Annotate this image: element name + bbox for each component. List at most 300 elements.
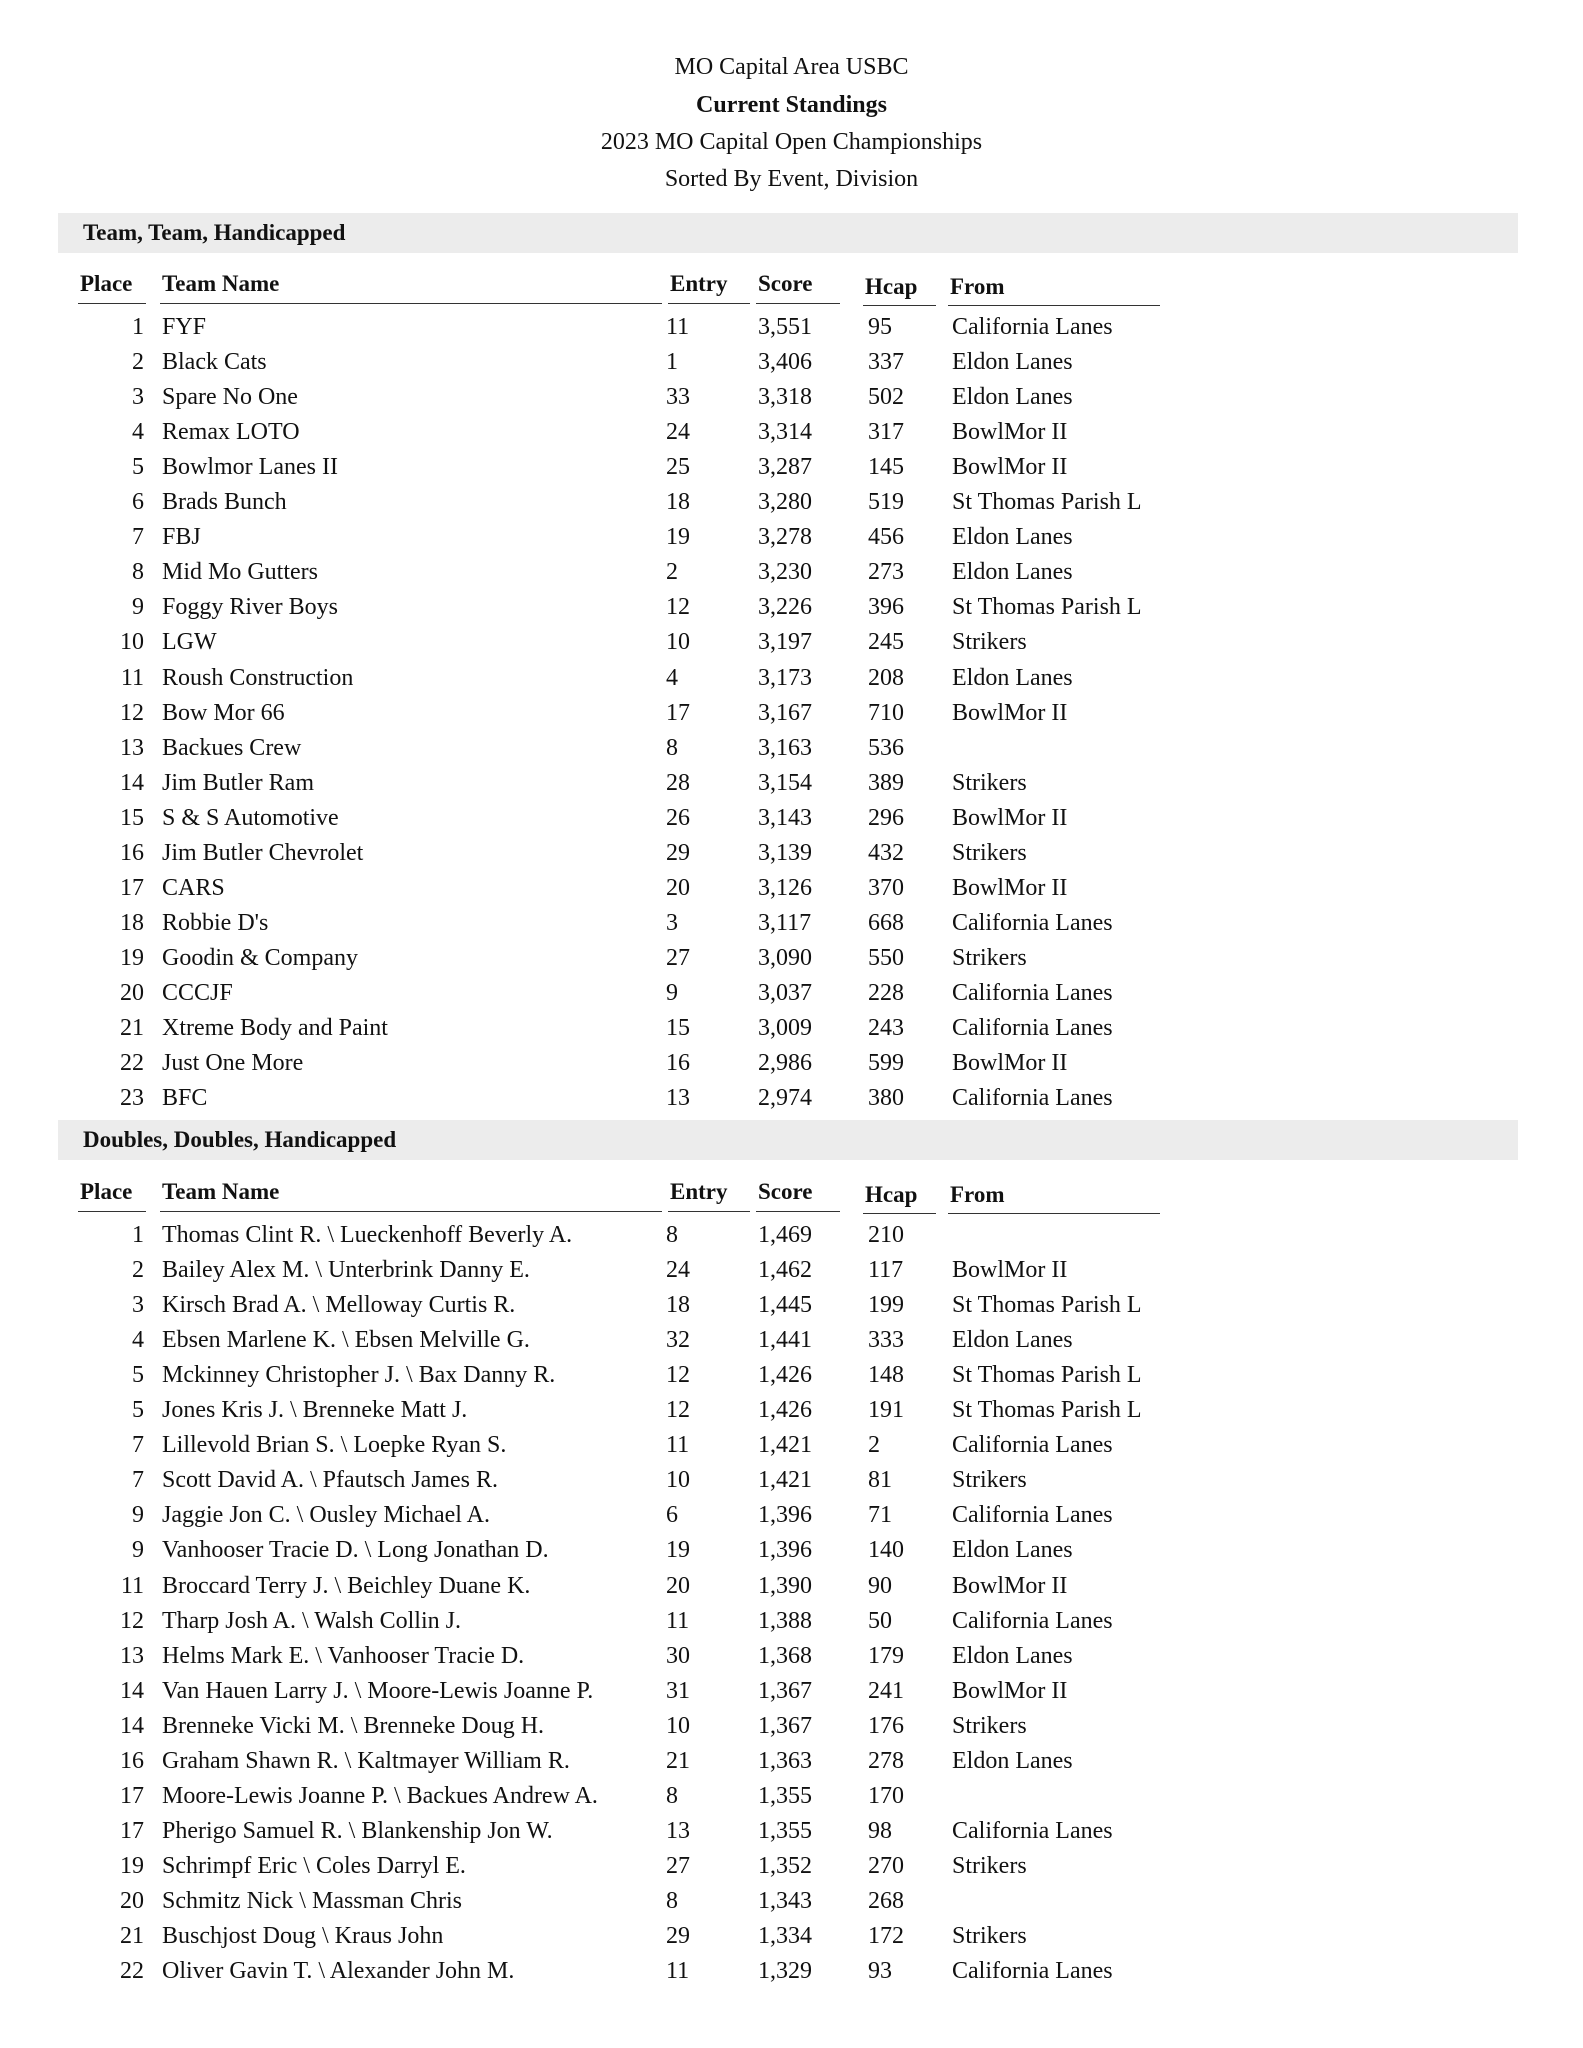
cell-entry: 6 (666, 1502, 678, 1529)
cell-hcap: 2 (868, 1432, 880, 1459)
section-title: Team, Team, Handicapped (83, 220, 346, 245)
cell-entry: 11 (666, 1958, 690, 1985)
cell-place: 20 (120, 1887, 144, 1914)
cell-team-name: Xtreme Body and Paint (162, 1015, 388, 1041)
cell-team-name: Bailey Alex M. \ Unterbrink Danny E. (162, 1257, 530, 1284)
cell-team-name: Scott David A. \ Pfautsch James R. (162, 1467, 498, 1494)
table-row (0, 1643, 1583, 1678)
cell-hcap: 98 (868, 1817, 892, 1844)
cell-entry: 3 (666, 909, 678, 936)
table-row (0, 1085, 1583, 1120)
cell-from: Strikers (952, 839, 1027, 866)
cell-hcap: 117 (868, 1257, 904, 1284)
cell-entry: 11 (666, 314, 690, 340)
cell-from: BowlMor II (952, 1050, 1068, 1077)
table-row (0, 1257, 1583, 1292)
cell-hcap: 170 (868, 1782, 904, 1809)
cell-from: California Lanes (952, 1607, 1113, 1634)
cell-entry: 2 (666, 559, 678, 586)
cell-team-name: Pherigo Samuel R. \ Blankenship Jon W. (162, 1817, 553, 1844)
cell-entry: 24 (666, 419, 690, 446)
table-row (0, 1818, 1583, 1853)
cell-hcap: 296 (868, 804, 904, 831)
cell-entry: 15 (666, 1015, 690, 1041)
cell-hcap: 245 (868, 629, 904, 656)
col-team-name: Team Name (162, 271, 280, 296)
cell-place: 2 (132, 1257, 144, 1284)
col-team-name: Team Name (162, 1179, 280, 1204)
cell-team-name: Mckinney Christopher J. \ Bax Danny R. (162, 1362, 556, 1389)
cell-hcap: 81 (868, 1467, 892, 1494)
cell-place: 3 (132, 384, 144, 411)
cell-from: Eldon Lanes (952, 1642, 1073, 1669)
cell-place: 2 (132, 349, 144, 376)
cell-from: Eldon Lanes (952, 559, 1073, 586)
table-row (0, 700, 1583, 735)
cell-entry: 21 (666, 1747, 690, 1774)
col-hcap-rule (863, 305, 936, 306)
cell-team-name: Jim Butler Chevrolet (162, 839, 364, 866)
table-row (0, 1502, 1583, 1537)
table-row (0, 1222, 1583, 1257)
cell-team-name: Schmitz Nick \ Massman Chris (162, 1887, 462, 1914)
cell-team-name: Roush Construction (162, 664, 354, 691)
cell-from: California Lanes (952, 1817, 1113, 1844)
cell-team-name: Graham Shawn R. \ Kaltmayer William R. (162, 1747, 570, 1774)
table-row (0, 489, 1583, 524)
cell-score: 3,314 (758, 419, 812, 446)
cell-place: 23 (120, 1085, 144, 1112)
cell-from: Eldon Lanes (952, 1747, 1073, 1774)
cell-place: 12 (120, 1607, 144, 1634)
cell-place: 11 (120, 664, 144, 691)
cell-score: 1,363 (758, 1747, 812, 1774)
table-row (0, 1678, 1583, 1713)
cell-from: Strikers (952, 1923, 1027, 1949)
cell-score: 1,421 (758, 1432, 812, 1459)
cell-from: Strikers (952, 1467, 1027, 1494)
cell-hcap: 140 (868, 1537, 904, 1564)
cell-entry: 12 (666, 1362, 690, 1389)
cell-score: 1,388 (758, 1607, 812, 1634)
table-row (0, 629, 1583, 664)
cell-score: 3,197 (758, 629, 812, 656)
section-band-doubles (58, 1120, 1518, 1160)
table-row (0, 805, 1583, 840)
col-hcap-rule (863, 1213, 936, 1214)
cell-entry: 20 (666, 1572, 690, 1599)
cell-hcap: 228 (868, 979, 904, 1006)
table-row (0, 559, 1583, 594)
cell-entry: 4 (666, 664, 678, 691)
cell-entry: 1 (666, 349, 678, 376)
cell-place: 22 (120, 1050, 144, 1077)
cell-hcap: 710 (868, 699, 904, 726)
cell-team-name: Robbie D's (162, 909, 269, 936)
cell-place: 11 (120, 1572, 144, 1599)
col-from-rule (948, 1213, 1160, 1214)
cell-score: 1,343 (758, 1887, 812, 1914)
cell-place: 4 (132, 419, 144, 446)
cell-team-name: Remax LOTO (162, 419, 300, 446)
cell-score: 2,986 (758, 1050, 812, 1077)
cell-hcap: 389 (868, 769, 904, 796)
cell-place: 10 (120, 629, 144, 656)
report-title: Current Standings (696, 92, 887, 118)
table-row (0, 1292, 1583, 1327)
cell-place: 13 (120, 734, 144, 761)
cell-team-name: FBJ (162, 524, 201, 551)
cell-team-name: Spare No One (162, 384, 298, 411)
cell-place: 13 (120, 1642, 144, 1669)
cell-hcap: 432 (868, 839, 904, 866)
cell-team-name: Kirsch Brad A. \ Melloway Curtis R. (162, 1292, 516, 1319)
cell-team-name: Bow Mor 66 (162, 699, 285, 726)
cell-place: 5 (132, 1397, 144, 1424)
cell-entry: 12 (666, 1397, 690, 1424)
cell-from: St Thomas Parish L (952, 489, 1142, 516)
cell-score: 1,396 (758, 1502, 812, 1529)
cell-from: BowlMor II (952, 1257, 1068, 1284)
col-hcap: Hcap (865, 274, 918, 299)
table-row (0, 314, 1583, 349)
cell-score: 1,368 (758, 1642, 812, 1669)
cell-entry: 8 (666, 1887, 678, 1914)
cell-entry: 30 (666, 1642, 690, 1669)
cell-score: 1,421 (758, 1467, 812, 1494)
cell-hcap: 241 (868, 1677, 904, 1704)
cell-score: 3,230 (758, 559, 812, 586)
cell-team-name: Brads Bunch (162, 489, 287, 516)
cell-score: 1,390 (758, 1572, 812, 1599)
cell-hcap: 199 (868, 1292, 904, 1319)
cell-score: 3,139 (758, 839, 812, 866)
cell-entry: 28 (666, 769, 690, 796)
cell-hcap: 668 (868, 909, 904, 936)
cell-from: Eldon Lanes (952, 349, 1073, 376)
cell-score: 3,280 (758, 489, 812, 516)
cell-hcap: 148 (868, 1362, 904, 1389)
cell-team-name: Black Cats (162, 349, 267, 376)
table-row (0, 945, 1583, 980)
table-row (0, 1888, 1583, 1923)
cell-place: 17 (120, 1782, 144, 1809)
cell-from: California Lanes (952, 1015, 1113, 1041)
col-place: Place (80, 1179, 133, 1204)
cell-from: BowlMor II (952, 1677, 1068, 1704)
cell-hcap: 536 (868, 734, 904, 761)
table-row (0, 735, 1583, 770)
col-score: Score (758, 271, 813, 296)
cell-team-name: Goodin & Company (162, 944, 358, 971)
cell-place: 9 (132, 594, 144, 621)
cell-entry: 29 (666, 1923, 690, 1949)
cell-team-name: BFC (162, 1085, 208, 1112)
cell-team-name: Helms Mark E. \ Vanhooser Tracie D. (162, 1642, 525, 1669)
cell-score: 3,167 (758, 699, 812, 726)
cell-place: 14 (120, 769, 144, 796)
cell-score: 1,367 (758, 1677, 812, 1704)
cell-place: 5 (132, 454, 144, 481)
table-row (0, 1015, 1583, 1050)
cell-hcap: 337 (868, 349, 904, 376)
cell-team-name: Foggy River Boys (162, 594, 339, 621)
cell-score: 1,441 (758, 1327, 812, 1354)
cell-team-name: S & S Automotive (162, 804, 339, 831)
col-place-rule (78, 1211, 146, 1212)
table-row (0, 1783, 1583, 1818)
col-name-rule (160, 303, 662, 304)
table-row (0, 1923, 1583, 1958)
cell-hcap: 502 (868, 384, 904, 411)
cell-place: 4 (132, 1327, 144, 1354)
table-row (0, 1467, 1583, 1502)
table-row (0, 349, 1583, 384)
cell-hcap: 333 (868, 1327, 904, 1354)
cell-from: St Thomas Parish L (952, 594, 1142, 621)
table-row (0, 1713, 1583, 1748)
cell-place: 16 (120, 1747, 144, 1774)
cell-place: 9 (132, 1537, 144, 1564)
cell-score: 3,009 (758, 1015, 812, 1041)
col-place: Place (80, 271, 133, 296)
table-row (0, 1537, 1583, 1572)
col-from: From (950, 274, 1005, 299)
cell-from: Strikers (952, 769, 1027, 796)
cell-entry: 8 (666, 734, 678, 761)
cell-score: 2,974 (758, 1085, 812, 1112)
cell-score: 3,163 (758, 734, 812, 761)
table-row (0, 1397, 1583, 1432)
col-score-rule (756, 1211, 840, 1212)
cell-place: 7 (132, 1432, 144, 1459)
cell-team-name: Vanhooser Tracie D. \ Long Jonathan D. (162, 1537, 549, 1564)
section-title: Doubles, Doubles, Handicapped (83, 1127, 397, 1152)
cell-place: 14 (120, 1712, 144, 1739)
cell-from: Strikers (952, 1712, 1027, 1739)
col-entry-rule (668, 1211, 750, 1212)
cell-team-name: Tharp Josh A. \ Walsh Collin J. (162, 1607, 461, 1634)
cell-hcap: 599 (868, 1050, 904, 1077)
cell-score: 3,173 (758, 664, 812, 691)
cell-team-name: CCCJF (162, 979, 233, 1006)
cell-entry: 27 (666, 1852, 690, 1879)
table-row (0, 384, 1583, 419)
cell-score: 1,352 (758, 1852, 812, 1879)
col-from-rule (948, 305, 1160, 306)
cell-hcap: 519 (868, 489, 904, 516)
table-row (0, 1327, 1583, 1362)
cell-place: 1 (132, 314, 144, 340)
cell-entry: 10 (666, 629, 690, 656)
cell-score: 3,117 (758, 909, 812, 936)
cell-hcap: 208 (868, 664, 904, 691)
cell-score: 3,226 (758, 594, 812, 621)
cell-hcap: 95 (868, 314, 892, 340)
cell-place: 17 (120, 1817, 144, 1844)
cell-from: BowlMor II (952, 419, 1068, 446)
cell-place: 8 (132, 559, 144, 586)
cell-hcap: 191 (868, 1397, 904, 1424)
cell-hcap: 179 (868, 1642, 904, 1669)
table-row (0, 524, 1583, 559)
cell-entry: 31 (666, 1677, 690, 1704)
cell-team-name: Jones Kris J. \ Brenneke Matt J. (162, 1397, 468, 1424)
cell-team-name: Jim Butler Ram (162, 769, 314, 796)
table-row (0, 665, 1583, 700)
cell-entry: 8 (666, 1222, 678, 1248)
col-place-rule (78, 303, 146, 304)
cell-score: 3,037 (758, 979, 812, 1006)
table-row (0, 840, 1583, 875)
org-name: MO Capital Area USBC (674, 54, 909, 80)
cell-score: 3,090 (758, 944, 812, 971)
cell-place: 14 (120, 1677, 144, 1704)
cell-from: BowlMor II (952, 804, 1068, 831)
col-score-rule (756, 303, 840, 304)
cell-score: 1,334 (758, 1923, 812, 1949)
cell-from: California Lanes (952, 1432, 1113, 1459)
cell-place: 6 (132, 489, 144, 516)
cell-hcap: 93 (868, 1958, 892, 1985)
cell-score: 3,154 (758, 769, 812, 796)
cell-entry: 20 (666, 874, 690, 901)
cell-team-name: CARS (162, 874, 225, 901)
cell-from: St Thomas Parish L (952, 1397, 1142, 1424)
cell-entry: 26 (666, 804, 690, 831)
cell-entry: 33 (666, 384, 690, 411)
table-row (0, 1608, 1583, 1643)
cell-hcap: 396 (868, 594, 904, 621)
section-band-team (58, 213, 1518, 253)
cell-score: 3,143 (758, 804, 812, 831)
cell-place: 9 (132, 1502, 144, 1529)
table-row (0, 1748, 1583, 1783)
cell-hcap: 210 (868, 1222, 904, 1248)
cell-team-name: Jaggie Jon C. \ Ousley Michael A. (162, 1502, 490, 1529)
cell-from: Eldon Lanes (952, 1327, 1073, 1354)
cell-score: 3,551 (758, 314, 812, 340)
cell-hcap: 270 (868, 1852, 904, 1879)
cell-score: 1,426 (758, 1397, 812, 1424)
cell-team-name: Thomas Clint R. \ Lueckenhoff Beverly A. (162, 1222, 573, 1248)
cell-score: 3,318 (758, 384, 812, 411)
cell-place: 15 (120, 804, 144, 831)
cell-score: 3,278 (758, 524, 812, 551)
cell-hcap: 456 (868, 524, 904, 551)
cell-place: 7 (132, 1467, 144, 1494)
cell-entry: 18 (666, 1292, 690, 1319)
cell-hcap: 176 (868, 1712, 904, 1739)
table-row (0, 1050, 1583, 1085)
cell-entry: 29 (666, 839, 690, 866)
cell-entry: 32 (666, 1327, 690, 1354)
cell-hcap: 172 (868, 1923, 904, 1949)
cell-hcap: 243 (868, 1015, 904, 1041)
cell-score: 1,367 (758, 1712, 812, 1739)
table-row (0, 1432, 1583, 1467)
cell-from: California Lanes (952, 1502, 1113, 1529)
cell-entry: 10 (666, 1712, 690, 1739)
cell-entry: 8 (666, 1782, 678, 1809)
cell-team-name: FYF (162, 314, 207, 340)
cell-score: 1,426 (758, 1362, 812, 1389)
cell-from: Strikers (952, 629, 1027, 656)
table-row (0, 1853, 1583, 1888)
cell-place: 21 (120, 1015, 144, 1041)
cell-from: Strikers (952, 944, 1027, 971)
cell-score: 1,329 (758, 1958, 812, 1985)
table-row (0, 1573, 1583, 1608)
cell-entry: 13 (666, 1817, 690, 1844)
cell-team-name: Moore-Lewis Joanne P. \ Backues Andrew A. (162, 1782, 598, 1809)
cell-hcap: 71 (868, 1502, 892, 1529)
cell-hcap: 550 (868, 944, 904, 971)
table-row (0, 875, 1583, 910)
cell-entry: 27 (666, 944, 690, 971)
col-from: From (950, 1182, 1005, 1207)
col-name-rule (160, 1211, 662, 1212)
cell-from: St Thomas Parish L (952, 1362, 1142, 1389)
cell-entry: 11 (666, 1607, 690, 1634)
col-entry-rule (668, 303, 750, 304)
cell-from: Eldon Lanes (952, 524, 1073, 551)
cell-entry: 17 (666, 699, 690, 726)
cell-team-name: Just One More (162, 1050, 304, 1077)
col-entry: Entry (670, 1179, 728, 1204)
table-row (0, 419, 1583, 454)
cell-place: 7 (132, 524, 144, 551)
cell-score: 1,462 (758, 1257, 812, 1284)
cell-hcap: 273 (868, 559, 904, 586)
cell-entry: 9 (666, 979, 678, 1006)
cell-from: California Lanes (952, 979, 1113, 1006)
table-row (0, 594, 1583, 629)
col-entry: Entry (670, 271, 728, 296)
cell-entry: 12 (666, 594, 690, 621)
table-row (0, 1362, 1583, 1397)
cell-team-name: Backues Crew (162, 734, 302, 761)
cell-place: 22 (120, 1958, 144, 1985)
cell-from: California Lanes (952, 909, 1113, 936)
cell-score: 3,406 (758, 349, 812, 376)
cell-from: Strikers (952, 1852, 1027, 1879)
cell-entry: 16 (666, 1050, 690, 1077)
cell-place: 3 (132, 1292, 144, 1319)
cell-hcap: 370 (868, 874, 904, 901)
cell-place: 1 (132, 1222, 144, 1248)
cell-entry: 25 (666, 454, 690, 481)
cell-entry: 24 (666, 1257, 690, 1284)
cell-entry: 19 (666, 1537, 690, 1564)
cell-team-name: Lillevold Brian S. \ Loepke Ryan S. (162, 1432, 507, 1459)
cell-from: BowlMor II (952, 454, 1068, 481)
cell-from: BowlMor II (952, 699, 1068, 726)
cell-entry: 19 (666, 524, 690, 551)
cell-score: 1,445 (758, 1292, 812, 1319)
cell-team-name: Buschjost Doug \ Kraus John (162, 1923, 444, 1949)
cell-hcap: 50 (868, 1607, 892, 1634)
col-score: Score (758, 1179, 813, 1204)
cell-entry: 10 (666, 1467, 690, 1494)
cell-score: 1,469 (758, 1222, 812, 1248)
cell-hcap: 278 (868, 1747, 904, 1774)
cell-place: 17 (120, 874, 144, 901)
cell-from: Eldon Lanes (952, 664, 1073, 691)
cell-entry: 13 (666, 1085, 690, 1112)
cell-hcap: 380 (868, 1085, 904, 1112)
table-row (0, 1958, 1583, 1993)
